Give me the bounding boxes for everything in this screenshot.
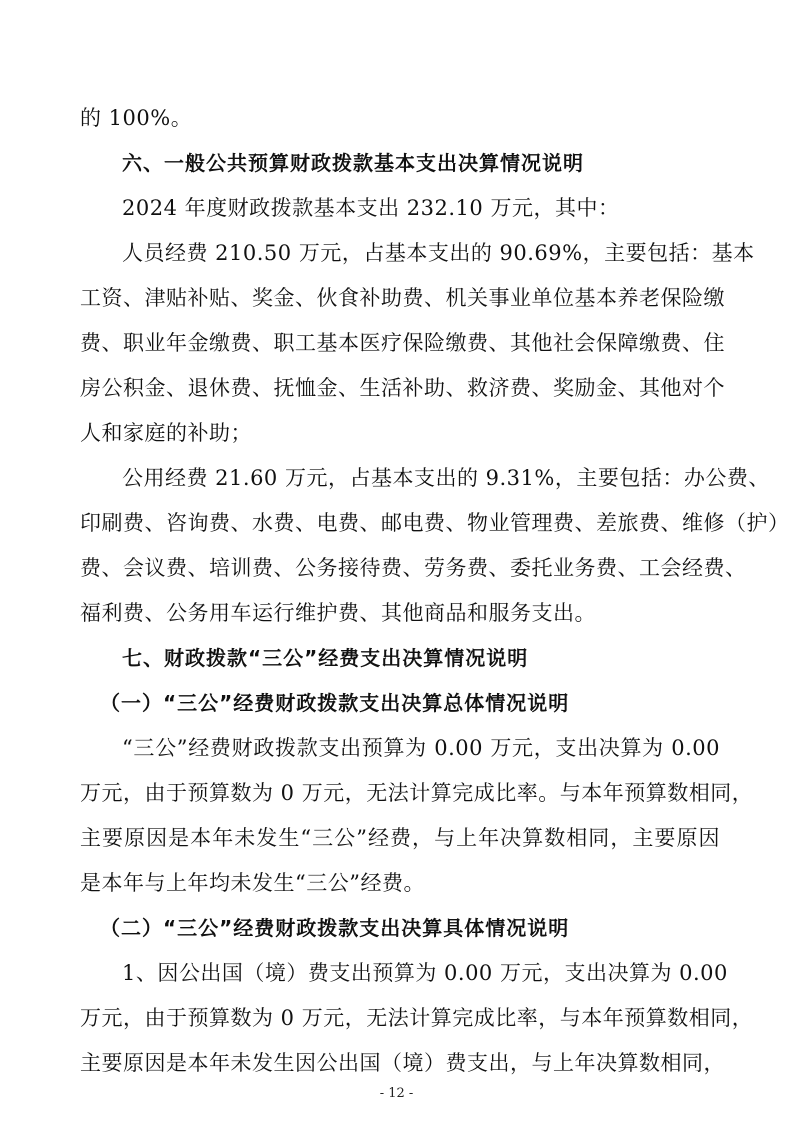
paragraph-line: 公用经费 21.60 万元，占基本支出的 9.31%，主要包括：办公费、 [122,466,770,490]
paragraph-line: 的 100%。 [80,106,193,130]
paragraph-line: 费、职业年金缴费、职工基本医疗保险缴费、其他社会保障缴费、住 [80,331,725,355]
subsection-heading-2: （二）“三公”经费财政拨款支出决算具体情况说明 [100,916,570,940]
paragraph-line: 人和家庭的补助； [80,421,252,445]
paragraph-line: 万元，由于预算数为 0 万元，无法计算完成比率。与本年预算数相同， [80,781,754,805]
paragraph-line: “三公”经费财政拨款支出预算为 0.00 万元，支出决算为 0.00 [122,736,720,760]
paragraph-line: 2024 年度财政拨款基本支出 232.10 万元，其中： [122,196,620,220]
subsection-heading-1: （一）“三公”经费财政拨款支出决算总体情况说明 [100,691,570,715]
paragraph-line: 主要原因是本年未发生“三公”经费，与上年决算数相同，主要原因 [80,826,720,850]
paragraph-line: 费、会议费、培训费、公务接待费、劳务费、委托业务费、工会经费、 [80,556,747,580]
paragraph-line: 1、因公出国（境）费支出预算为 0.00 万元，支出决算为 0.00 [122,961,728,985]
section-heading-6: 六、一般公共预算财政拨款基本支出决算情况说明 [122,151,584,175]
paragraph-line: 人员经费 210.50 万元，占基本支出的 90.69%，主要包括：基本 [122,241,755,265]
paragraph-line: 主要原因是本年未发生因公出国（境）费支出，与上年决算数相同， [80,1051,725,1075]
paragraph-line: 房公积金、退休费、抚恤金、生活补助、救济费、奖励金、其他对个 [80,376,725,400]
paragraph-line: 福利费、公务用车运行维护费、其他商品和服务支出。 [80,601,596,625]
paragraph-line: 印刷费、咨询费、水费、电费、邮电费、物业管理费、差旅费、维修（护） [80,511,790,535]
paragraph-line: 万元，由于预算数为 0 万元，无法计算完成比率，与本年预算数相同， [80,1006,754,1030]
paragraph-line: 工资、津贴补贴、奖金、伙食补助费、机关事业单位基本养老保险缴 [80,286,725,310]
section-heading-7: 七、财政拨款“三公”经费支出决算情况说明 [122,646,529,670]
page-number: - 12 - [379,1086,414,1101]
paragraph-line: 是本年与上年均未发生“三公”经费。 [80,871,425,895]
